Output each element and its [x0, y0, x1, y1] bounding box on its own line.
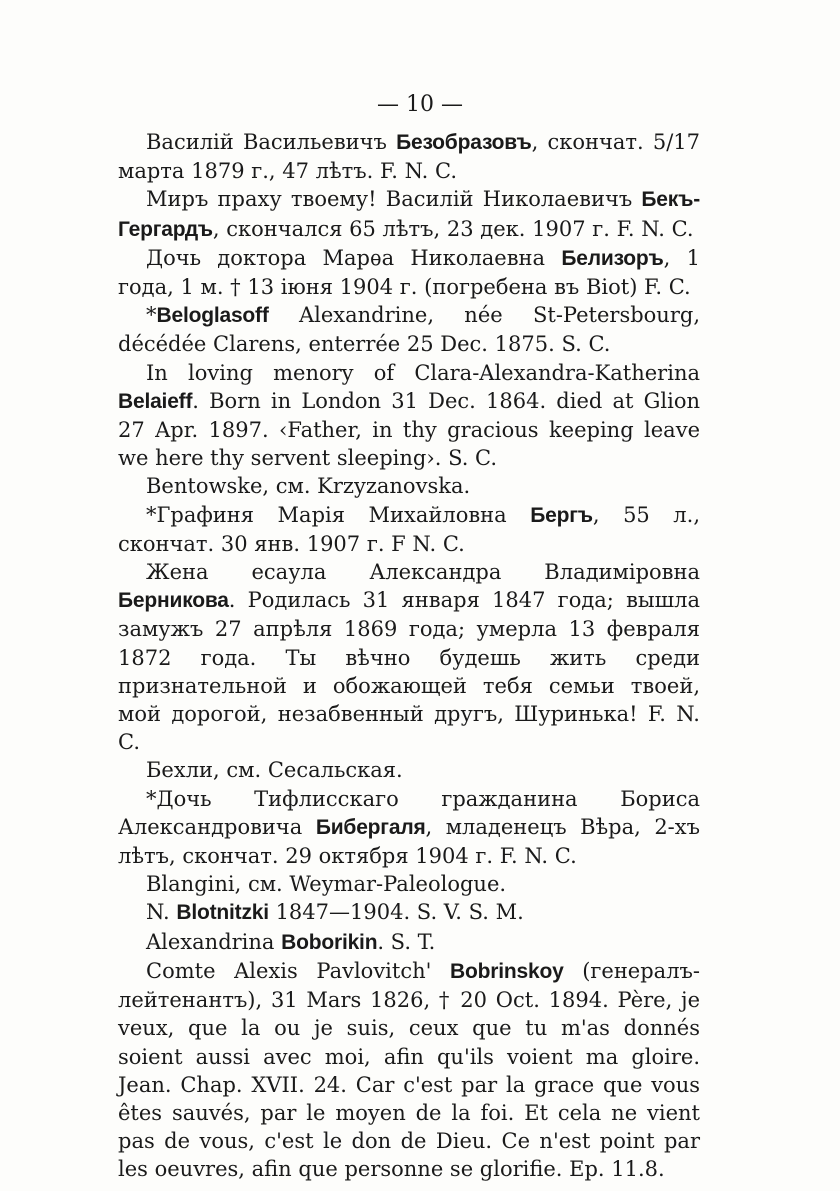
entry-text: , 1 года, 1 м. † 13 іюня 1904 г. (погребена въ Biot) F. C.: [118, 245, 700, 300]
entry-text: Миръ праху твоему! Василій Николаевичъ: [146, 187, 642, 212]
entry-paragraph: [118, 928, 700, 957]
entry-surname: Bobrinskoy: [450, 959, 564, 983]
entry-text: . Родилась 31 января 1847 года; вышла замужъ 27 апрѣля 1869 года; умерла 13 февраля 1872 года. Ты вѣчно будешь жить среди признательной и обожающей тебя семьи твоей, мой дорогой, незабвенный другъ, Шуринька! F. N. C.: [118, 588, 700, 755]
entry-text: *Дочь Тифлисскаго гражданина Бориса Александровича: [118, 786, 700, 839]
entry-text: Дочь доктора Марѳа Николаевна: [146, 245, 562, 270]
entry-text: , скончался 65 лѣтъ, 23 дек. 1907 г. F. N. C.: [212, 216, 694, 241]
entry-paragraph: [118, 244, 700, 301]
entry-text: N.: [146, 900, 177, 925]
entry-surname: Бекъ-Гергардъ: [118, 188, 700, 241]
entry-surname: Белизоръ: [561, 246, 664, 270]
entry-surname: Бергъ: [530, 503, 593, 527]
entry-surname: Бибергаля: [315, 815, 426, 839]
entry-text: Alexandrina: [146, 929, 282, 954]
entry-text: 1847—1904. S. V. S. M.: [268, 900, 524, 925]
entry-paragraph: [118, 898, 700, 927]
entry-text: Comte Alexis Pavlovitch': [146, 958, 451, 983]
entry-text: Bentowske, см. Krzyzanovska.: [146, 474, 471, 499]
entry-text: . Born in London 31 Dec. 1864. died at Glion 27 Apr. 1897. ‹Father, in thy gracious keeping leave we here thy servent sleeping›. S. C.: [118, 388, 700, 471]
entry-paragraph: [118, 870, 700, 898]
entry-text: *Графиня Марія Михайловна: [146, 502, 531, 527]
entry-text: Бехли, см. Сесальская.: [146, 758, 403, 783]
text-body: [118, 128, 700, 1184]
entry-text: Alexandrine, née St-Petersbourg, décédée Clarens, enterrée 25 Dec. 1875. S. C.: [118, 303, 700, 357]
entry-text: Василій Васильевичъ: [146, 130, 397, 154]
entry-text: , 55 л., скончат. 30 янв. 1907 г. F N. C.: [118, 502, 700, 556]
entry-text: Blangini, см. Weymar-Paleologue.: [146, 872, 507, 897]
entry-text: , младенецъ Вѣра, 2-хъ лѣтъ, скончат. 29 октября 1904 г. F. N. C.: [118, 814, 700, 869]
entry-paragraph: [118, 301, 700, 358]
page-number: — 10 —: [377, 92, 463, 117]
entry-text: *: [146, 303, 157, 328]
entry-paragraph: [118, 185, 700, 243]
entry-text: Жена есаула Александра Владиміровна: [146, 560, 700, 585]
entry-paragraph: [118, 558, 700, 756]
entry-surname: Boborikin: [281, 930, 378, 954]
entry-surname: Безобразовъ: [396, 131, 532, 154]
entry-surname: Beloglasoff: [156, 304, 269, 328]
entry-paragraph: [118, 359, 700, 473]
entry-paragraph: [118, 957, 700, 1184]
entry-paragraph: [118, 756, 700, 784]
entry-text: . S. T.: [377, 929, 436, 954]
entry-paragraph: [118, 785, 700, 871]
entry-text: In loving menory of Clara-Alexandra-Katherina: [146, 360, 700, 385]
entry-text: (генералъ-лейтенантъ), 31 Mars 1826, † 20 Oct. 1894. Père, je veux, que la ou je suis, ceux que tu m'as donnés soient aussi avec moi, afin qu'ils voient ma gloire. Jean. Chap. XVII. 24. Car c'est par la grace que vous êtes sauvés, par le moyen de la foi. Et cela ne vient pas de vous, c'est le don de Dieu. Ce n'est point par les oeuvres, afin que personne se glorifie. Ep. 11.8.: [118, 958, 700, 1182]
entry-surname: Берникова: [118, 589, 229, 613]
entry-surname: Blotnitzki: [176, 901, 269, 925]
entry-paragraph: [118, 472, 700, 500]
entry-text: , скончат. 5/17 марта 1879 г., 47 лѣтъ. F. N. C.: [118, 130, 700, 184]
entry-surname: Belaieff: [118, 389, 193, 413]
entry-paragraph: [118, 128, 700, 185]
entry-paragraph: [118, 501, 700, 558]
